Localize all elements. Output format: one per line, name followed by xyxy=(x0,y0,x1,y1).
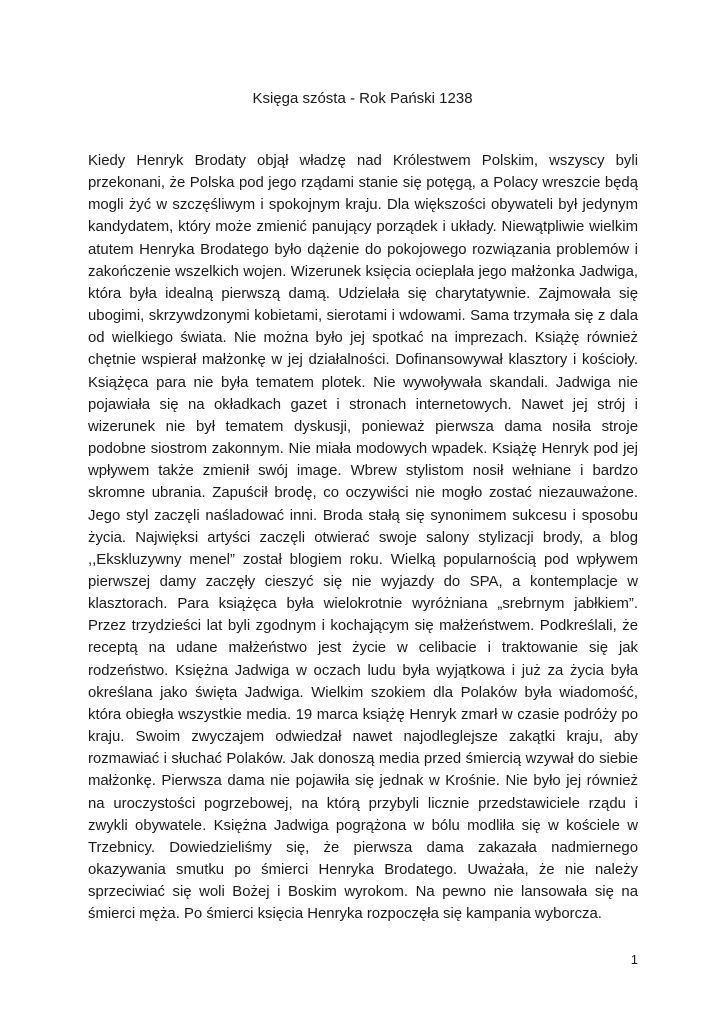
body-paragraph: Kiedy Henryk Brodaty objął władzę nad Królestwem Polskim, wszyscy byli przekonani, że Polska pod jego rządami stanie się potęgą, a Polacy wreszcie będą mogli żyć w szczęśliwym i spokojnym kraju. Dla większości obywateli był jedynym kandydatem, który może zmienić panujący porządek i układy. Niewątpliwie wielkim atutem Henryka Brodatego było dążenie do pokojowego rozwiązania problemów i zakończenie wszelkich wojen. Wizerunek księcia ocieplała jego małżonka Jadwiga, która była idealną pierwszą damą. Udzielała się charytatywnie. Zajmowała się ubogimi, skrzywdzonymi kobietami, sierotami i wdowami. Sama trzymała się z dala od wielkiego świata. Nie można było jej spotkać na imprezach. Książę również chętnie wspierał małżonkę w jej działalności. Dofinansowywał klasztory i kościoły. Książęca para nie była tematem plotek. Nie wywoływała skandali. Jadwiga nie pojawiała się na okładkach gazet i stronach internetowych. Nawet jej strój i wizerunek nie był tematem dyskusji, ponieważ pierwsza dama nosiła stroje podobne siostrom zakonnym. Nie miała modowych wpadek. Książę Henryk pod jej wpływem także zmienił swój image. Wbrew stylistom nosił wełniane i bardzo skromne ubrania. Zapuścił brodę, co oczywiści nie mogło zostać niezauważone. Jego styl zaczęli naśladować inni. Broda stałą się synonimem sukcesu i sposobu życia. Najwięksi artyści zaczęli otwierać swoje salony stylizacji brody, a blog ,,Ekskluzywny menel” został blogiem roku. Wielką popularnością pod wpływem pierwszej damy zaczęły cieszyć się nie wyjazdy do SPA, a kontemplacje w klasztorach. Para książęca była wielokrotnie wyróżniana „srebrnym jabłkiem”. Przez trzydzieści lat byli zgodnym i kochającym się małżeństwem. Podkreślali, że receptą na udane małżeństwo jest życie w celibacie i traktowanie się jak rodzeństwo. Księżna Jadwiga w oczach ludu była wyjątkowa i już za życia była określana jako święta Jadwiga. Wielkim szokiem dla Polaków była wiadomość, która obiegła wszystkie media. 19 marca książę Henryk zmarł w czasie podróży po kraju. Swoim zwyczajem odwiedzał nawet najodleglejsze zakątki kraju, aby rozmawiać i słuchać Polaków. Jak donoszą media przed śmiercią wzywał do siebie małżonkę. Pierwsza dama nie pojawiła się jednak w Krośnie. Nie było jej również na uroczystości pogrzebowej, na którą przybyli licznie przedstawiciele rządu i zwykli obywatele. Księżna Jadwiga pogrążona w bólu modliła się w kościele w Trzebnicy. Dowiedzieliśmy się, że pierwsza dama zakazała nadmiernego okazywania smutku po śmierci Henryka Brodatego. Uważała, że nie należy sprzeciwiać się woli Bożej i Boskim wyrokom. Na pewno nie lansowała się na śmierci męża. Po śmierci księcia Henryka rozpoczęła się kampania wyborcza. xyxy=(88,153,638,923)
page-number: 1 xyxy=(630,952,638,967)
document-title: Księga szósta - Rok Pański 1238 xyxy=(252,90,473,107)
